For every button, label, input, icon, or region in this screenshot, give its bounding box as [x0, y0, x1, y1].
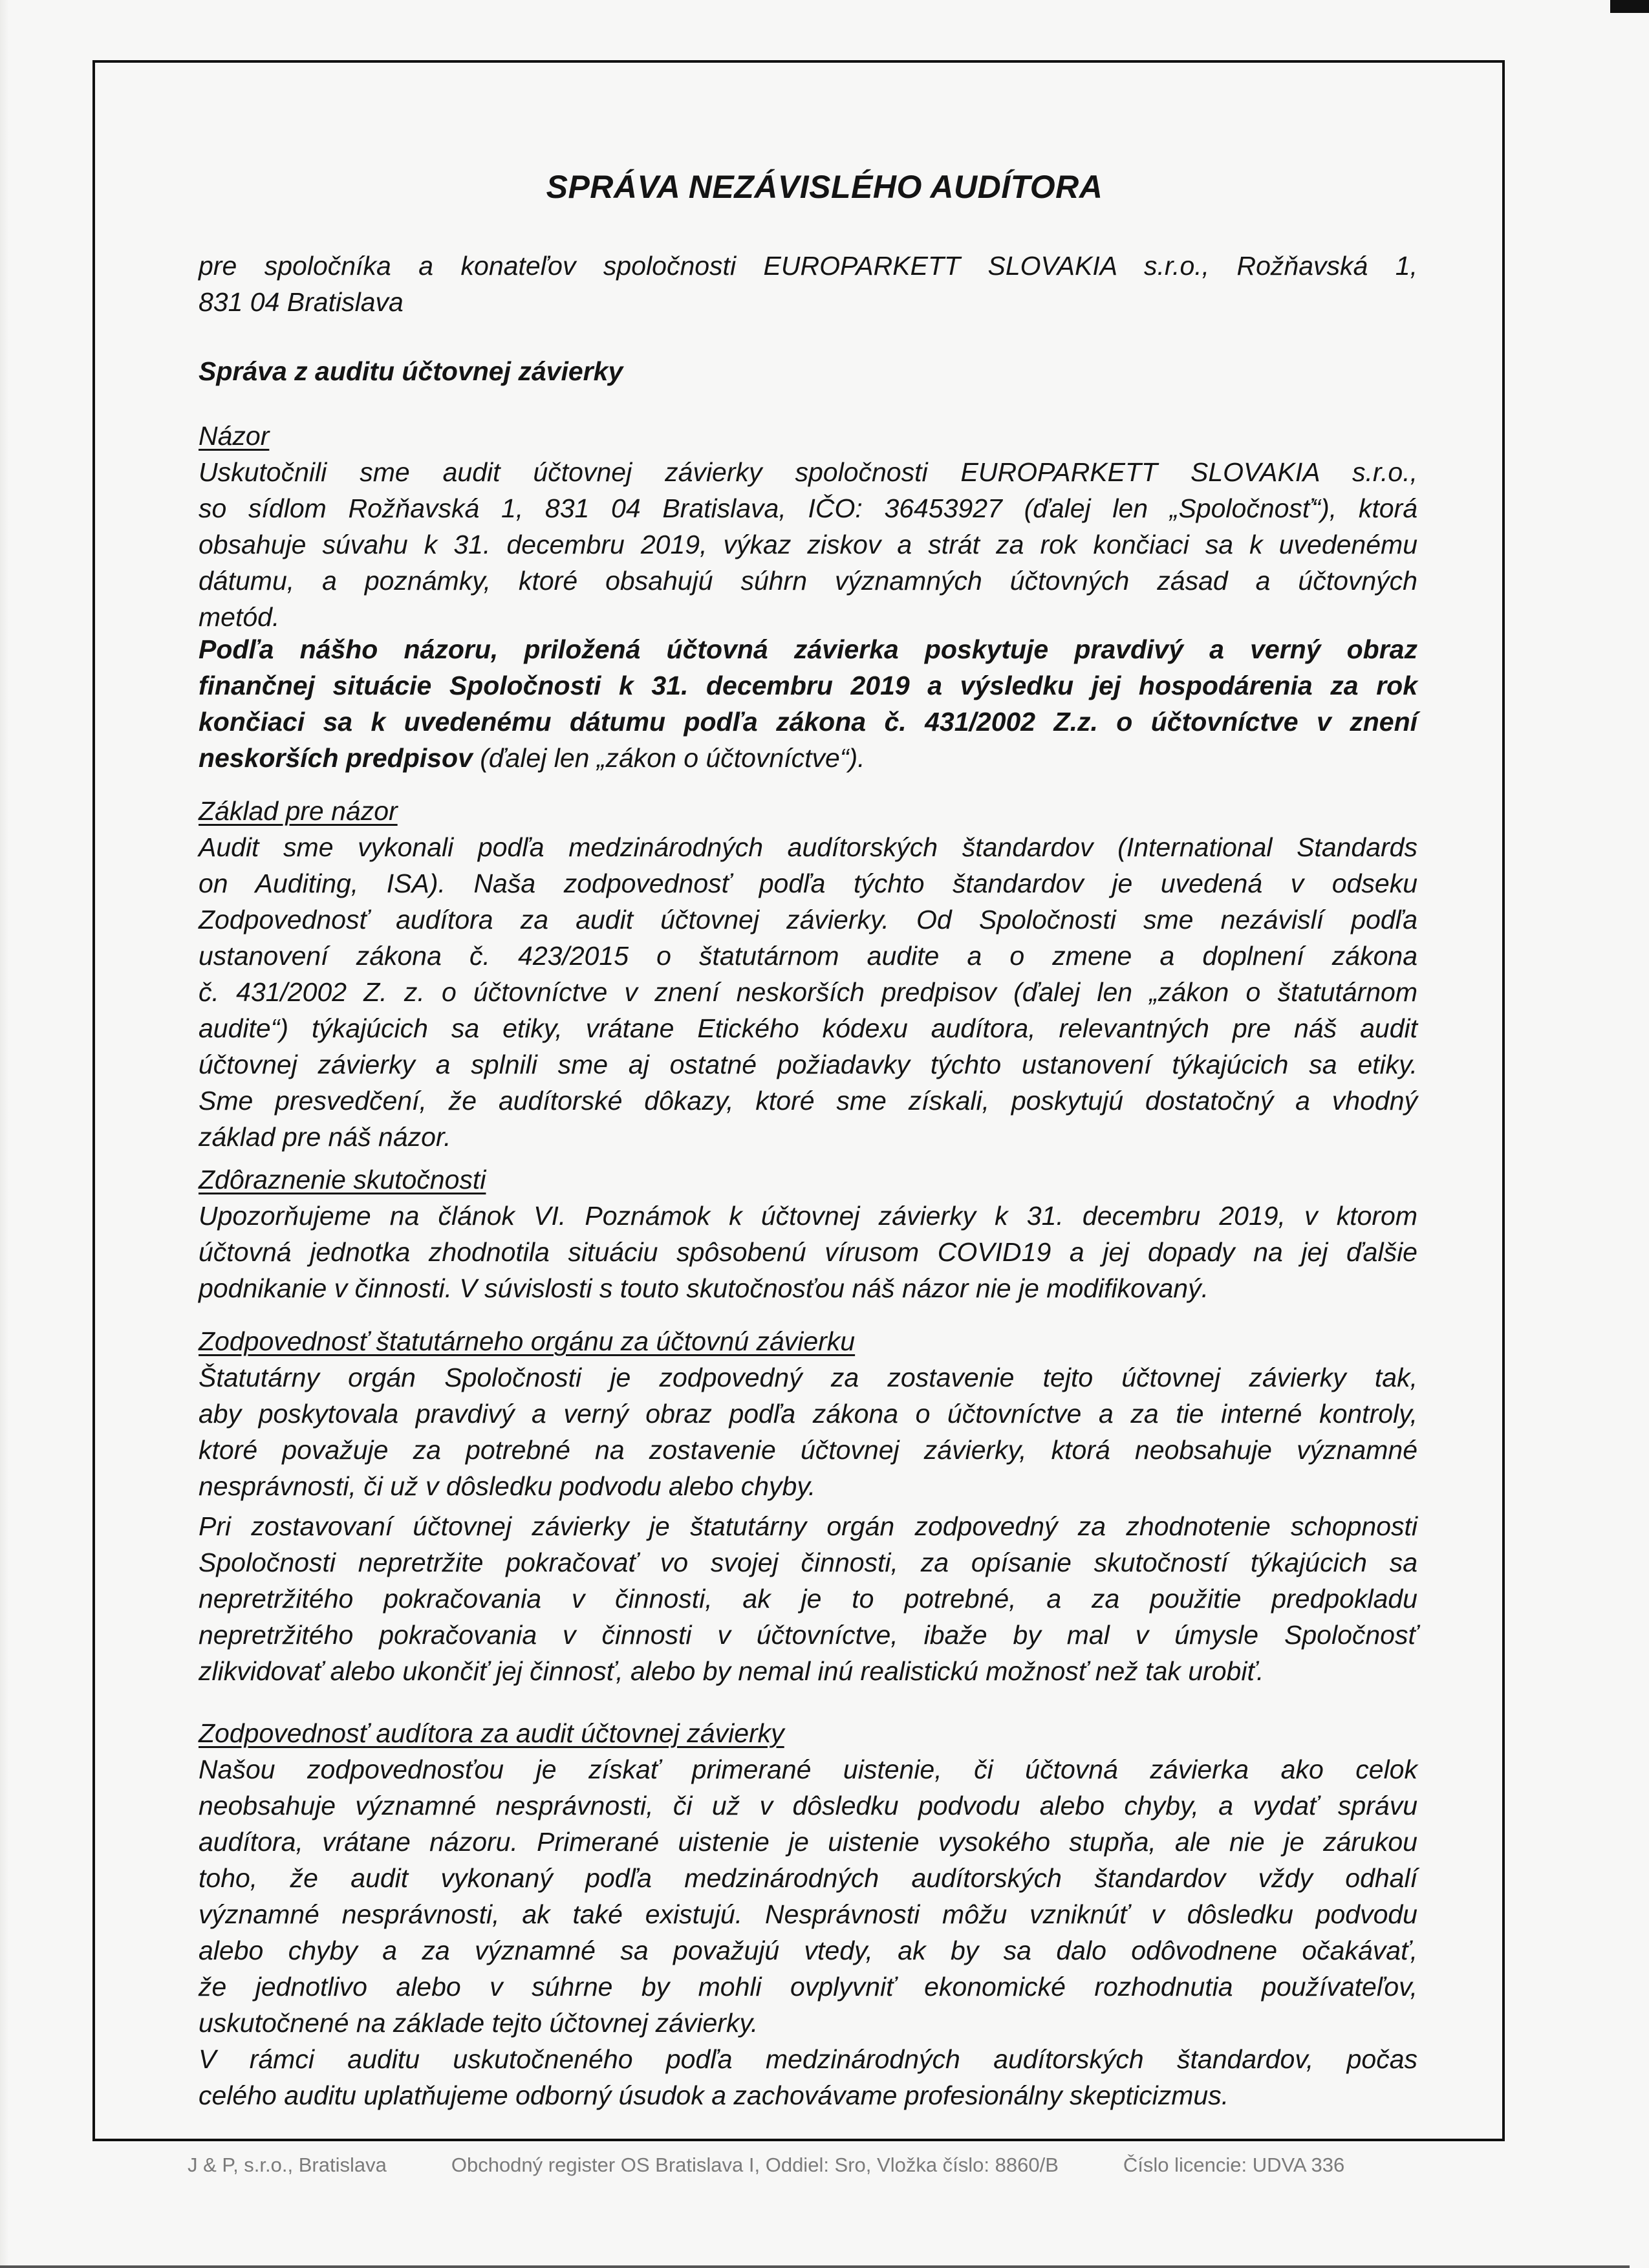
paragraph-line: uskutočnené na základe tejto účtovnej závierky. — [199, 2008, 759, 2038]
report-heading: Správa z auditu účtovnej závierky — [199, 356, 623, 386]
scan-bottom-edge — [0, 2265, 1630, 2268]
addressee-line: pre spoločníka a konateľov spoločnosti EUROPARKETT SLOVAKIA s.r.o., Rožňavská 1, — [199, 251, 1417, 281]
footer-company: J & P, s.r.o., Bratislava — [188, 2154, 387, 2176]
statement-line: končiaci sa k uvedenému dátumu podľa zákona č. 431/2002 Z.z. o účtovníctve v znení — [199, 707, 1417, 737]
paragraph-line: nepretržitého pokračovania v činnosti, ak je to potrebné, a za použitie predpokladu — [199, 1584, 1417, 1614]
paragraph-line: nesprávnosti, či už v dôsledku podvodu alebo chyby. — [199, 1471, 816, 1501]
section-heading-auditor: Zodpovednosť audítora za audit účtovnej závierky — [199, 1718, 784, 1748]
paragraph-line: Audit sme vykonali podľa medzinárodných audítorských štandardov (International Standards — [199, 832, 1417, 862]
paragraph-line: audítora, vrátane názoru. Primerané uistenie je uistenie vysokého stupňa, ale nie je zárukou — [199, 1827, 1417, 1857]
scan-corner-mark — [1610, 0, 1649, 13]
paragraph-line: účtovná jednotka zhodnotila situáciu spôsobenú vírusom COVID19 a jej dopady na jej ďalšie — [199, 1237, 1417, 1267]
statement-line: finančnej situácie Spoločnosti k 31. decembru 2019 a výsledku jej hospodárenia za rok — [199, 671, 1417, 700]
statement-line — [199, 740, 1417, 776]
statement-line: Podľa nášho názoru, priložená účtovná závierka poskytuje pravdivý a verný obraz — [199, 634, 1417, 664]
paragraph-line: V rámci auditu uskutočneného podľa medzinárodných audítorských štandardov, počas — [199, 2044, 1417, 2074]
addressee-line: 831 04 Bratislava — [199, 287, 404, 317]
paragraph-line: dátumu, a poznámky, ktoré obsahujú súhrn významných účtovných zásad a účtovných — [199, 566, 1417, 596]
paragraph-line: Zodpovednosť audítora za audit účtovnej závierky. Od Spoločnosti sme nezávislí podľa — [199, 905, 1417, 934]
statement-bold-part: neskorších predpisov — [199, 743, 473, 773]
paragraph-line: Sme presvedčení, že audítorské dôkazy, ktoré sme získali, poskytujú dostatočný a vhodný — [199, 1086, 1417, 1116]
paragraph-line: Uskutočnili sme audit účtovnej závierky spoločnosti EUROPARKETT SLOVAKIA s.r.o., — [199, 457, 1417, 487]
paragraph-line: Upozorňujeme na článok VI. Poznámok k účtovnej závierky k 31. decembru 2019, v ktorom — [199, 1201, 1417, 1231]
opinion-statement — [199, 631, 1417, 776]
statement-regular-part: (ďalej len „zákon o účtovníctve“). — [472, 743, 865, 773]
section-heading-opinion: Názor — [199, 421, 270, 451]
scan-edge-shadow — [0, 0, 9, 2268]
footer-register: Obchodný register OS Bratislava I, Oddiel: Sro, Vložka číslo: 8860/B — [451, 2154, 1059, 2176]
paragraph-line: že jednotlivo alebo v súhrne by mohli ovplyvniť ekonomické rozhodnutia používateľov, — [199, 1972, 1417, 2002]
paragraph-line: zlikvidovať alebo ukončiť jej činnosť, alebo by nemal inú realistickú možnosť než tak urobiť. — [199, 1656, 1264, 1686]
paragraph-line: on Auditing, ISA). Naša zodpovednosť podľa týchto štandardov je uvedená v odseku — [199, 869, 1417, 898]
paragraph-line: ustanovení zákona č. 423/2015 o štatutárnom audite a o zmene a doplnení zákona — [199, 941, 1417, 971]
addressee — [199, 248, 1417, 320]
paragraph-line: Našou zodpovednosťou je získať primerané uistenie, či účtovná závierka ako celok — [199, 1755, 1417, 1784]
paragraph-line: č. 431/2002 Z. z. o účtovníctve v znení neskorších predpisov (ďalej len „zákon o štatutárnom — [199, 977, 1417, 1007]
paragraph-line: ktoré považuje za potrebné na zostavenie účtovnej závierky, ktorá neobsahuje významné — [199, 1435, 1417, 1465]
document-title: SPRÁVA NEZÁVISLÉHO AUDÍTORA — [546, 169, 1103, 205]
paragraph-line: alebo chyby a za významné sa považujú vtedy, ak by sa dalo odôvodnene očakávať, — [199, 1936, 1417, 1965]
section-heading-emphasis: Zdôraznenie skutočnosti — [199, 1165, 486, 1194]
paragraph-line: metód. — [199, 602, 280, 632]
section-opinion — [199, 418, 1417, 635]
section-emphasis — [199, 1161, 1417, 1306]
paragraph-line: účtovnej závierky a splnili sme aj ostatné požiadavky týchto ustanovení týkajúcich sa etiky. — [199, 1050, 1417, 1079]
paragraph-line: Pri zostavovaní účtovnej závierky je štatutárny orgán zodpovedný za zhodnotenie schopnosti — [199, 1511, 1417, 1541]
paragraph-line: základ pre náš názor. — [199, 1122, 451, 1152]
section-management-responsibility — [199, 1323, 1417, 1689]
paragraph-line: audite“) týkajúcich sa etiky, vrátane Etického kódexu audítora, relevantných pre náš audit — [199, 1013, 1417, 1043]
section-basis — [199, 793, 1417, 1155]
paragraph-line: nepretržitého pokračovania v činnosti v účtovníctve, ibaže by mal v úmysle Spoločnosť — [199, 1620, 1417, 1650]
section-heading-management: Zodpovednosť štatutárneho orgánu za účtovnú závierku — [199, 1326, 856, 1356]
footer-license: Číslo licencie: UDVA 336 — [1123, 2154, 1345, 2176]
section-heading-basis: Základ pre názor — [199, 796, 398, 826]
paragraph-line: Spoločnosti nepretržite pokračovať vo svojej činnosti, za opísanie skutočností týkajúcich sa — [199, 1548, 1417, 1577]
paragraph-line: obsahuje súvahu k 31. decembru 2019, výkaz ziskov a strát za rok končiaci sa k uvedenému — [199, 530, 1417, 559]
paragraph-line: Štatutárny orgán Spoločnosti je zodpovedný za zostavenie tejto účtovnej závierky tak, — [199, 1363, 1417, 1392]
paragraph-line: neobsahuje významné nesprávnosti, či už v dôsledku podvodu alebo chyby, a vydať správu — [199, 1791, 1417, 1820]
paragraph-line: so sídlom Rožňavská 1, 831 04 Bratislava, IČO: 36453927 (ďalej len „Spoločnosť“), ktorá — [199, 493, 1417, 523]
paragraph-line: podnikanie v činnosti. V súvislosti s touto skutočnosťou náš názor nie je modifikovaný. — [199, 1273, 1209, 1303]
paragraph-line: aby poskytovala pravdivý a verný obraz podľa zákona o účtovníctve a za tie interné kontroly, — [199, 1399, 1417, 1429]
section-auditor-responsibility — [199, 1715, 1417, 2113]
paragraph-line: významné nesprávnosti, ak také existujú. Nesprávnosti môžu vzniknúť v dôsledku podvodu — [199, 1899, 1417, 1929]
paragraph-line: celého auditu uplatňujeme odborný úsudok a zachovávame profesionálny skepticizmus. — [199, 2080, 1229, 2110]
paragraph-line: toho, že audit vykonaný podľa medzinárodných audítorských štandardov vždy odhalí — [199, 1863, 1417, 1893]
page-footer — [188, 2154, 1416, 2177]
